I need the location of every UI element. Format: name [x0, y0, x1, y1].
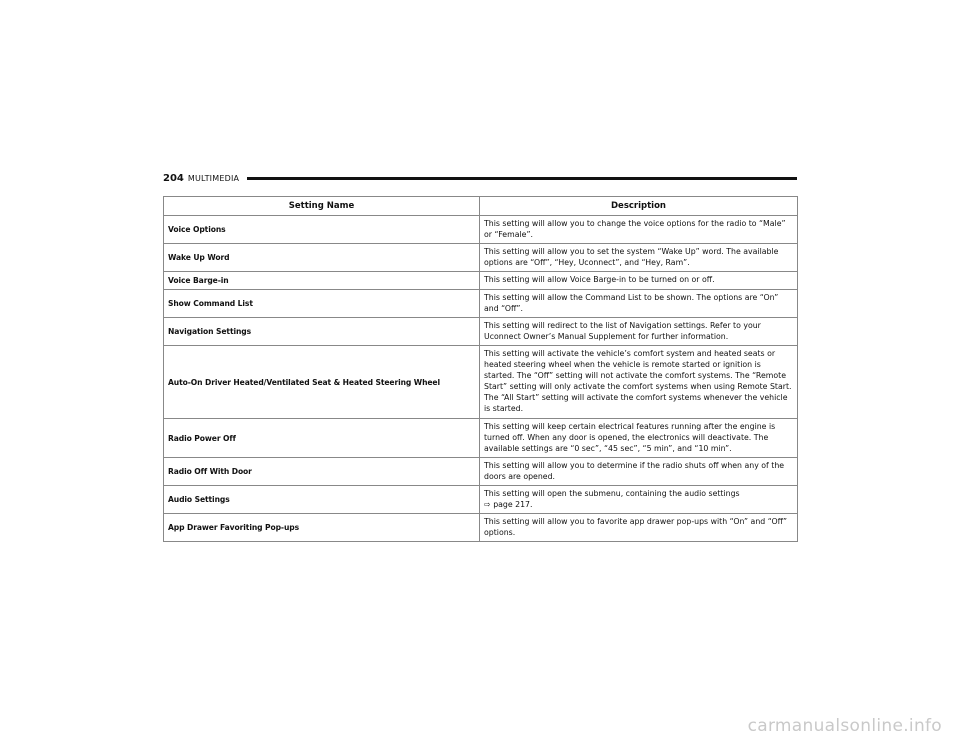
setting-description-text: This setting will open the submenu, containing the audio settings: [484, 489, 740, 498]
table-row: [164, 346, 798, 419]
table-row: [164, 290, 798, 318]
table-row: [164, 458, 798, 486]
setting-description: This setting will allow you to determine if the radio shuts off when any of the doors are opened.: [480, 458, 798, 486]
watermark: carmanualsonline.info: [747, 716, 942, 736]
setting-name: Auto-On Driver Heated/Ventilated Seat & Heated Steering Wheel: [164, 346, 480, 419]
setting-name: Audio Settings: [164, 486, 480, 514]
page-reference-link[interactable]: page 217.: [493, 500, 533, 509]
table-row: [164, 419, 798, 458]
setting-name: Show Command List: [164, 290, 480, 318]
table-row: [164, 514, 798, 542]
settings-table: [163, 196, 798, 542]
setting-name: App Drawer Favoriting Pop-ups: [164, 514, 480, 542]
page-number: 204: [163, 172, 184, 184]
header-rule: [247, 177, 797, 180]
setting-name: Voice Options: [164, 216, 480, 244]
setting-name: Radio Power Off: [164, 419, 480, 458]
setting-name: Navigation Settings: [164, 318, 480, 346]
setting-description: This setting will allow you to set the system “Wake Up” word. The available options are “Off”, “Hey, Uconnect”, and “Hey, Ram”.: [480, 244, 798, 272]
setting-name: Voice Barge-in: [164, 272, 480, 290]
table-row: [164, 486, 798, 514]
setting-description: This setting will redirect to the list of Navigation settings. Refer to your Uconnect Owner’s Manual Supplement for further information.: [480, 318, 798, 346]
table-row: [164, 216, 798, 244]
setting-description: This setting will allow the Command List to be shown. The options are “On” and “Off”.: [480, 290, 798, 318]
setting-description: This setting will allow you to change the voice options for the radio to “Male” or “Female”.: [480, 216, 798, 244]
section-title: MULTIMEDIA: [187, 173, 240, 183]
table-header-row: [164, 197, 798, 216]
table-row: [164, 272, 798, 290]
page-reference-arrow-icon: ⇨: [484, 500, 491, 509]
setting-name: Wake Up Word: [164, 244, 480, 272]
setting-name: Radio Off With Door: [164, 458, 480, 486]
table-row: [164, 244, 798, 272]
setting-description: [480, 486, 798, 514]
setting-description: This setting will activate the vehicle’s comfort system and heated seats or heated steering wheel when the vehicle is remote started or ignition is started. The “Off” setting will not activate the comfort systems. The “Remote Start” setting will only activate the comfort systems when using Remote Start. The “All Start” setting will activate the comfort systems whenever the vehicle is started.: [480, 346, 798, 419]
column-header-setting-name: Setting Name: [164, 197, 480, 216]
column-header-description: Description: [480, 197, 798, 216]
table-row: [164, 318, 798, 346]
setting-description: This setting will allow Voice Barge-in to be turned on or off.: [480, 272, 798, 290]
page-header: [163, 171, 797, 185]
setting-description: This setting will allow you to favorite app drawer pop-ups with “On” and “Off” options.: [480, 514, 798, 542]
setting-description: This setting will keep certain electrical features running after the engine is turned off. When any door is opened, the electronics will deactivate. The available settings are “0 sec”, “45 sec”, “5 min”, and “10 min”.: [480, 419, 798, 458]
